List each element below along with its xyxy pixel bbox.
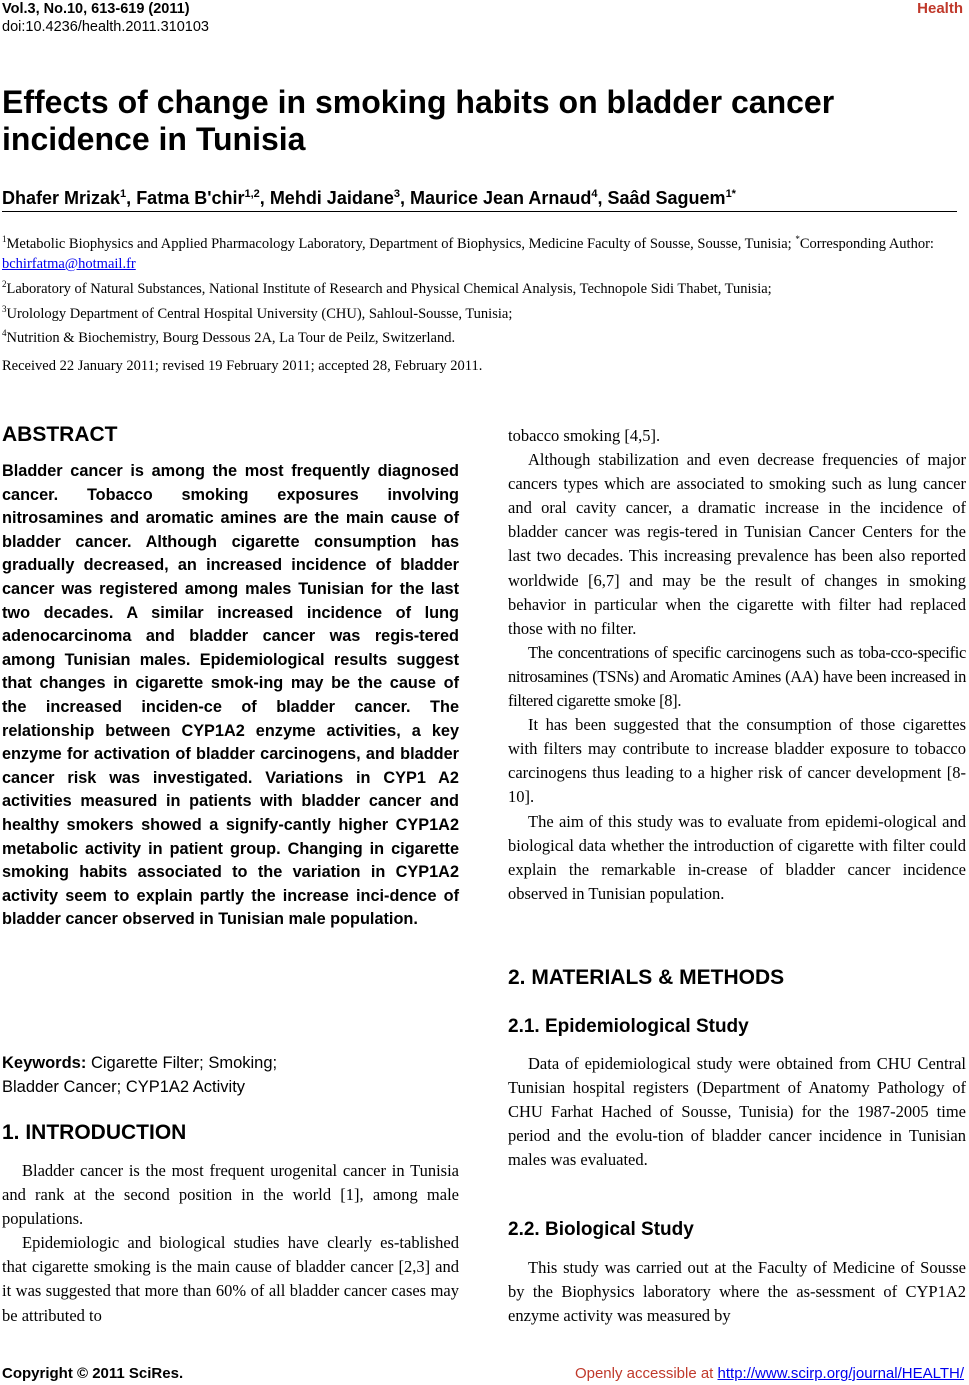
affiliation-sup: 3 xyxy=(2,303,7,314)
affiliation-2 xyxy=(2,274,962,299)
author-sup: 1,2 xyxy=(244,188,260,200)
affiliation-text: Urolology Department of Central Hospital University (CHU), Sahloul-Sousse, Tunisia; xyxy=(6,305,513,322)
keywords-line-2: Bladder Cancer; CYP1A2 Activity xyxy=(2,1078,246,1096)
paragraph: Epidemiologic and biological studies have clearly es-tablished that cigarette smoking is the main cause of bladder cancer [2,3] and it was suggested that more than 60% of all bladder cancer cases may be attributed to xyxy=(2,1233,459,1325)
paragraph: Although stabilization and even decrease frequencies of major cancers types which are associated to smoking such as lung cancer and oral cavity cancer, a dramatic increase in the incidence of bladder cancer was regis-tered in Tunisian Cancer Centers for the last two decades. This increasing prevalence has been also reported worldwide [6,7] and may be the result of changes in smoking behavior in particular when the cigarette with filter had replaced those with no filter. xyxy=(508,450,966,638)
affiliation-sup: 4 xyxy=(2,328,7,339)
journal-header xyxy=(2,0,209,36)
introduction-body xyxy=(2,1159,459,1328)
author-name: Dhafer Mrizak xyxy=(2,188,121,208)
received-dates: Received 22 January 2011; revised 19 February 2011; accepted 28, February 2011. xyxy=(2,358,483,374)
copyright: Copyright © 2011 SciRes. xyxy=(2,1365,184,1382)
abstract-text: Bladder cancer is among the most frequently diagnosed cancer. Tobacco smoking exposures involving nitrosamines and aromatic amines are the main cause of bladder cancer. Although cigarette consumption has gradually decreased, an increased incidence of bladder cancer was registered among males Tunisian for the last two decades. A similar increased incidence of lung adenocarcinoma and bladder cancer was regis-tered among Tunisian males. Epidemiological results suggest that changes in cigarette smok-ing may be the cause of the increased inciden-ce of bladder cancer. The relationship between CYP1A2 enzyme activities, a key enzyme for activation of bladder carcinogens, and bladder cancer risk was investigated. Variations in CYP1 A2 activities measured in patients with bladder cancer and healthy smokers showed a signify-cantly higher CYP1A2 metabolic activity in patient group. Changing in cigarette smoking habits associated to the variation in CYP1A2 activity seem to explain partly the increase inci-dence of bladder cancer observed in Tunisian male population. xyxy=(2,462,459,929)
paragraph: tobacco smoking [4,5]. xyxy=(508,426,661,445)
corresponding-label: Corresponding Author: xyxy=(799,235,934,252)
author-name: Fatma B'chir xyxy=(136,188,245,208)
journal-url-link[interactable]: http://www.scirp.org/journal/HEALTH/ xyxy=(717,1365,964,1382)
affiliation-text: Nutrition & Biochemistry, Bourg Dessous 2A, La Tour de Peilz, Switzerland. xyxy=(6,330,456,347)
affiliation-text: Laboratory of Natural Substances, National Institute of Research and Physical Chemical Analysis, Technopole Sidi Thabet, Tunisia; xyxy=(6,280,772,297)
introduction-body-continued xyxy=(508,424,966,906)
keywords xyxy=(2,1051,459,1099)
author-name: Maurice Jean Arnaud xyxy=(409,188,592,208)
open-access-notice xyxy=(575,1365,964,1382)
keywords-label: Keywords: xyxy=(2,1054,87,1072)
paragraph: Bladder cancer is the most frequent urogenital cancer in Tunisia and rank at the second position in the world [1], among male populations. xyxy=(2,1161,459,1229)
affiliation-1 xyxy=(2,229,962,274)
corresponding-sup: * xyxy=(795,234,800,244)
affiliations xyxy=(2,229,962,348)
doi: doi:10.4236/health.2011.310103 xyxy=(2,19,209,35)
corresponding-email-link[interactable]: bchirfatma@hotmail.fr xyxy=(2,255,136,272)
biological-study-heading: 2.2. Biological Study xyxy=(508,1219,694,1240)
paragraph: It has been suggested that the consumption of those cigarettes with filters may contribute to increase bladder exposure to tobacco carcinogens thus leading to a higher risk of cancer development [8-10]. xyxy=(508,715,966,807)
affiliation-sup: 1 xyxy=(2,234,7,244)
author-name: Saâd Saguem xyxy=(607,188,726,208)
author-sup: 3 xyxy=(393,188,400,200)
journal-name: Health xyxy=(917,0,963,17)
title-divider xyxy=(2,211,957,212)
epidemiological-study-body xyxy=(508,1052,966,1172)
author-list: Dhafer Mrizak$^1$, Fatma B'chir$^{1,2}$, Mehdi Jaidane$^3$, Maurice Jean Arnaud$^4$, Saâd Saguem$^{1*}$ xyxy=(2,188,736,208)
methods-heading: 2. MATERIALS & METHODS xyxy=(508,966,785,989)
affiliation-4 xyxy=(2,323,962,348)
journal-volume: Vol.3, No.10, 613-619 (2011) xyxy=(2,1,190,17)
open-access-label: Openly accessible at xyxy=(574,1365,714,1382)
keywords-line-1: Cigarette Filter; Smoking; xyxy=(90,1054,278,1072)
paragraph: The aim of this study was to evaluate from epidemi-ological and biological data whether the introduction of cigarette with filter could explain the remarkable in-crease of bladder cancer incidence observed in Tunisian population. xyxy=(508,811,966,903)
epidemiological-study-heading: 2.1. Epidemiological Study xyxy=(508,1016,749,1037)
author-name: Mehdi Jaidane xyxy=(269,188,394,208)
introduction-heading: 1. INTRODUCTION xyxy=(2,1121,187,1144)
abstract-heading: ABSTRACT xyxy=(2,423,118,446)
paragraph: The concentrations of specific carcinogens such as toba-cco-specific nitrosamines (TSNs) and Aromatic Amines (AA) have been increased in filtered cigarette smoke [8]. xyxy=(508,642,966,711)
author-sup: 1 xyxy=(120,188,127,200)
affiliation-3 xyxy=(2,299,962,324)
biological-study-body xyxy=(508,1256,966,1328)
affiliation-sup: 2 xyxy=(2,278,7,289)
affiliation-text: Metabolic Biophysics and Applied Pharmacology Laboratory, Department of Biophysics, Medicine Faculty of Sousse, Sousse, Tunisia; xyxy=(6,235,792,252)
paragraph: This study was carried out at the Faculty of Medicine of Sousse by the Biophysics laboratory where the as-sessment of CYP1A2 enzyme activity was measured by xyxy=(508,1258,966,1326)
article-title: Effects of change in smoking habits on bladder cancer incidence in Tunisia xyxy=(2,84,835,157)
paragraph: Data of epidemiological study were obtained from CHU Central Tunisian hospital registers (Department of Anatomy Pathology of CHU Farhat Hached of Sousse, Tunisia) for the 1987-2005 time period and the evolu-tion of bladder cancer incidence in Tunisian males was evaluated. xyxy=(508,1054,966,1170)
author-sup: 1* xyxy=(725,188,736,200)
author-sup: 4 xyxy=(591,188,598,200)
